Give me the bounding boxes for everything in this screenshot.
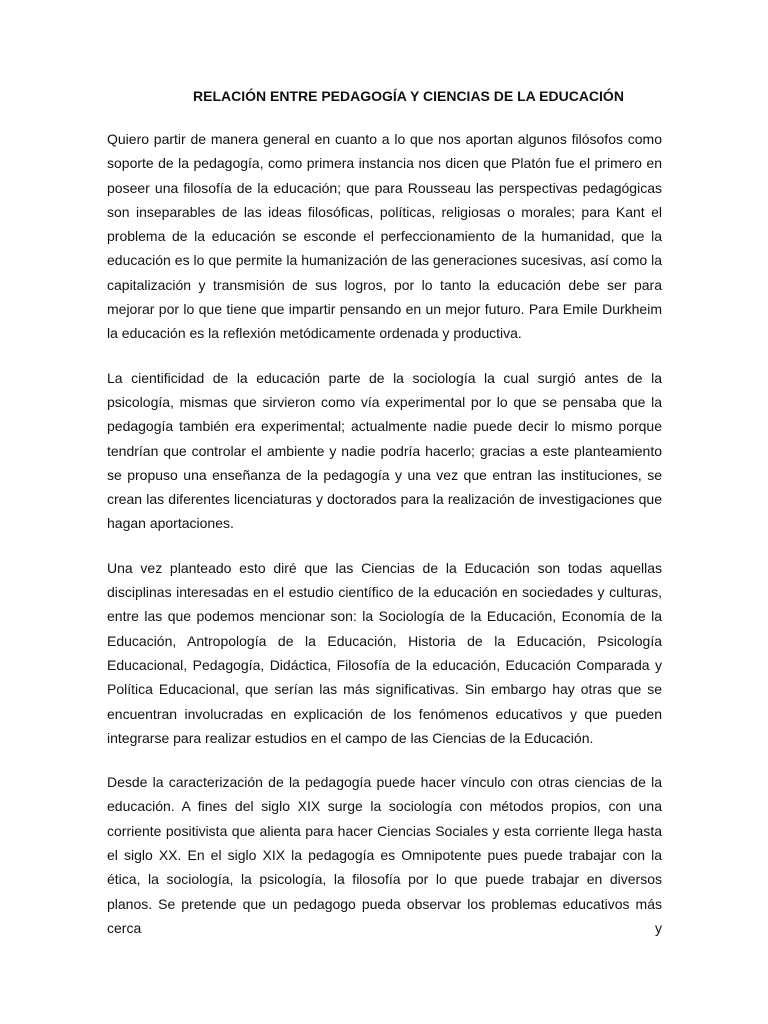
paragraph-scientificity: La cientificidad de la educación parte de la sociología la cual surgió antes de la psicología, mismas que sirvieron como vía experimental por lo que se pensaba que la pedagogía también era experimental; actualmente nadie puede decir lo mismo porque tendrían que controlar el ambiente y nadie podría hacerlo; gracias a este planteamiento se propuso una enseñanza de la pedagogía y una vez que entran las instituciones, se crean las diferentes licenciaturas y doctorados para la realización de investigaciones que hagan aportaciones. <box>107 369 662 532</box>
document-page <box>107 84 662 940</box>
document-title: RELACIÓN ENTRE PEDAGOGÍA Y CIENCIAS DE LA EDUCACIÓN <box>193 88 624 104</box>
paragraph-education-sciences: Una vez planteado esto diré que las Ciencias de la Educación son todas aquellas disciplinas interesadas en el estudio científico de la educación en sociedades y culturas, entre las que podemos mencionar son: la Sociología de la Educación, Economía de la Educación, Antropología de la Educación, Historia de la Educación, Psicología Educacional, Pedagogía, Didáctica, Filosofía de la educación, Educación Comparada y Política Educacional, que serían las más significativas. Sin embargo hay otras que se encuentran involucradas en explicación de los fenómenos educativos y que pueden integrarse para realizar estudios en el campo de las Ciencias de la Educación. <box>107 559 662 746</box>
paragraph-pedagogy-links: Desde la caracterización de la pedagogía puede hacer vínculo con otras ciencias de la educación. A fines del siglo XIX surge la sociología con métodos propios, con una corriente positivista que alienta para hacer Ciencias Sociales y esta corriente llega hasta el siglo XX. En el siglo XIX la pedagogía es Omnipotente pues puede trabajar con la ética, la sociología, la psicología, la filosofía por lo que puede trabajar en diversos planos. Se pretende que un pedagogo pueda observar los problemas educativos más cerca y <box>107 774 662 936</box>
paragraph-philosophers: Quiero partir de manera general en cuanto a lo que nos aportan algunos filósofos como soporte de la pedagogía, como primera instancia nos dicen que Platón fue el primero en poseer una filosofía de la educación; que para Rousseau las perspectivas pedagógicas son inseparables de las ideas filosóficas, políticas, religiosas o morales; para Kant el problema de la educación se esconde el perfeccionamiento de la humanidad, que la educación es lo que permite la humanización de las generaciones sucesivas, así como la capitalización y transmisión de sus logros, por lo tanto la educación debe ser para mejorar por lo que tiene que impartir pensando en un mejor futuro. Para Emile Durkheim la educación es la reflexión metódicamente ordenada y productiva. <box>107 131 662 342</box>
